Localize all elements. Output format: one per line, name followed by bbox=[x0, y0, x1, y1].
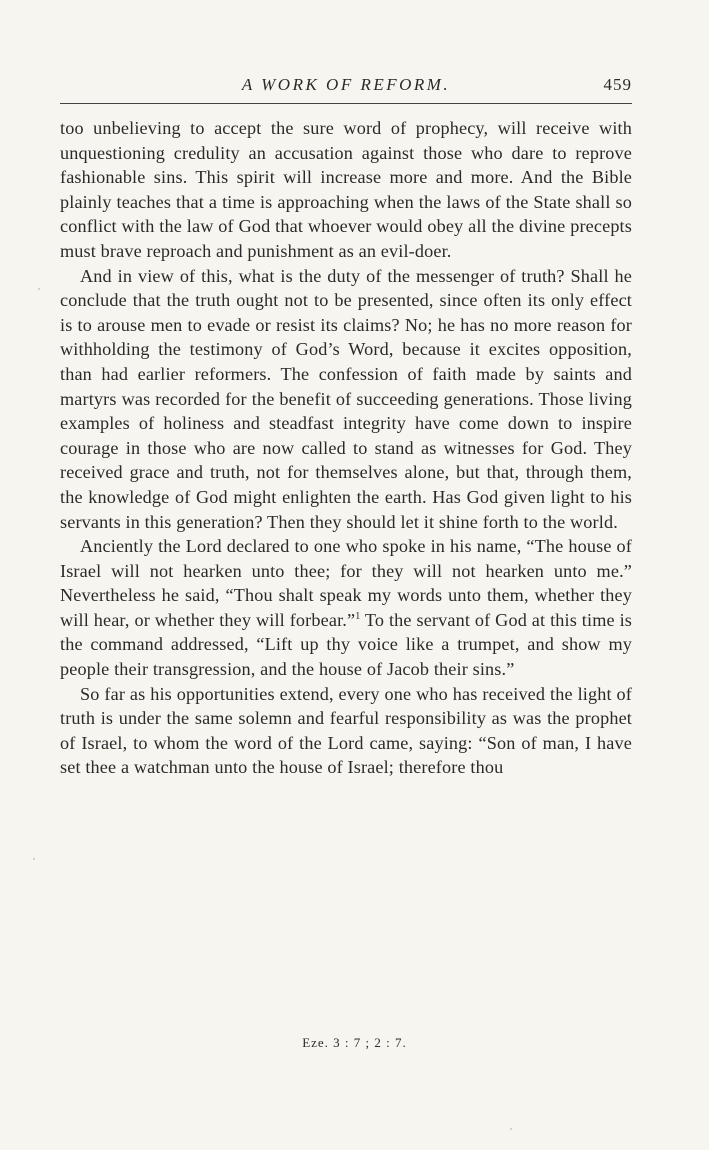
footnote: Eze. 3 : 7 ; 2 : 7. bbox=[302, 1035, 407, 1050]
paragraph-3-text-before-note: Anciently the Lord declared to one who spoke in his name, “The house of Israel will not hearken unto thee; for they will not hearken unto me.” Nevertheless he said, “Thou shalt speak my words unto them, whether they will hear, or whether they will forbear.” bbox=[60, 536, 632, 630]
running-head bbox=[60, 73, 632, 99]
paragraph-3-text-after-note: To the servant of God at this time is the command addressed, “Lift up thy voice like a trumpet, and show my people their transgression, and the house of Jacob their sins.” bbox=[60, 609, 633, 680]
paper-speck bbox=[510, 1128, 512, 1130]
running-title: A WORK OF REFORM. bbox=[241, 75, 451, 94]
paragraph-3 bbox=[60, 534, 632, 682]
paragraph-2: And in view of this, what is the duty of the messenger of truth? Shall he conclude that the truth ought not to be presented, since often its only effect is to arouse men to evade or resist its claims? No; he has no more reason for withholding the testimony of God’s Word, because it excites opposition, than had earlier reformers. The confession of faith made by saints and martyrs was recorded for the benefit of succeeding generations. Those living examples of holiness and steadfast integrity have come down to inspire courage in those who are now called to stand as witnesses for God. They received grace and truth, not for themselves alone, but that, through them, the knowledge of God might enlighten the earth. Has God given light to his servants in this generation? Then they should let it shine forth to the world. bbox=[60, 265, 632, 532]
paper-speck bbox=[38, 288, 40, 290]
paper-speck bbox=[33, 858, 35, 860]
body-text bbox=[60, 116, 632, 780]
footnote-marker: 1 bbox=[355, 610, 361, 622]
paragraph-1: too unbelieving to accept the sure word of prophecy, will receive with unquestioning credulity an accusation against those who dare to reprove fashionable sins. This spirit will increase more and more. And the Bible plainly teaches that a time is approaching when the laws of the State shall so conflict with the law of God that whoever would obey all the divine precepts must brave reproach and punishment as an evil-doer. bbox=[60, 118, 632, 261]
header-rule bbox=[60, 103, 632, 104]
page-number: 459 bbox=[603, 75, 632, 94]
paragraph-4: So far as his opportunities extend, every one who has received the light of truth is under the same solemn and fearful responsibility as was the prophet of Israel, to whom the word of the Lord came, saying: “Son of man, I have set thee a watchman unto the house of Israel; therefore thou bbox=[60, 683, 632, 778]
